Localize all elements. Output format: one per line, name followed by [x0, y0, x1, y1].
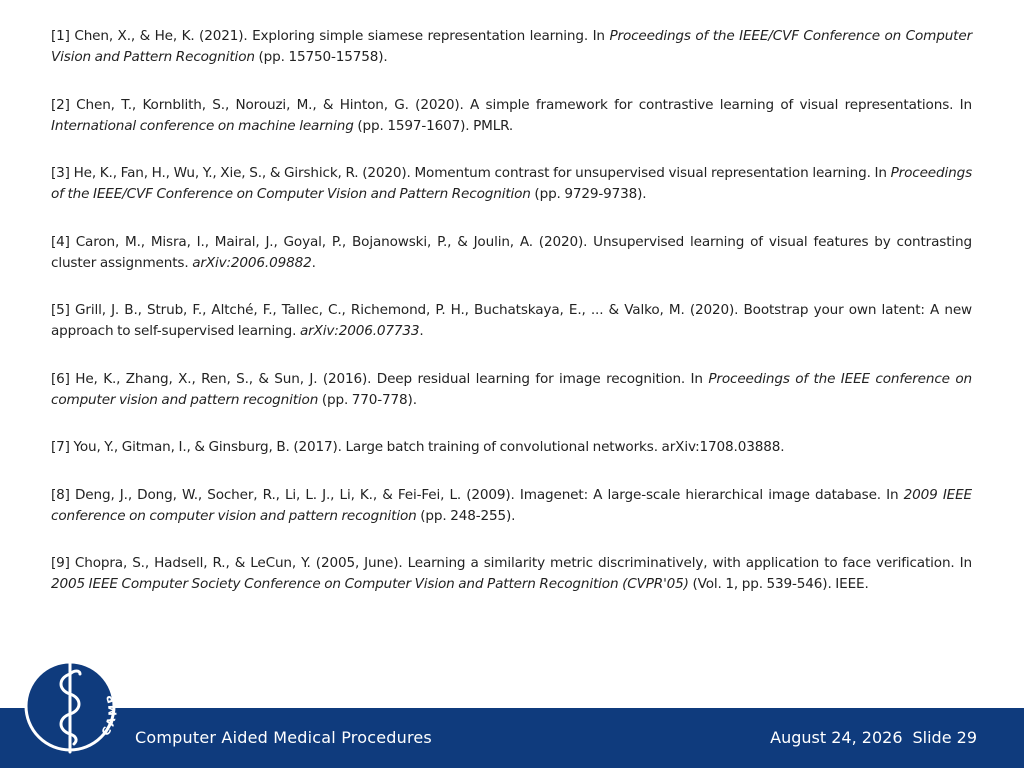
reference-item	[51, 232, 972, 274]
reference-tail: (pp. 15750-15758).	[254, 49, 388, 65]
logo-wordmark: CAMP	[98, 690, 120, 739]
slide-number: Slide 29	[912, 728, 977, 747]
reference-item	[51, 26, 972, 68]
reference-list	[51, 26, 972, 622]
reference-venue: Proceedings of the IEEE/CVF Conference on Computer Vision and Pattern Recognition	[51, 165, 972, 202]
reference-item	[51, 553, 972, 595]
reference-item	[51, 369, 972, 411]
reference-tail: .	[419, 323, 424, 339]
reference-venue: arXiv:2006.09882	[192, 254, 312, 271]
reference-tail: (pp. 248-255).	[416, 507, 516, 524]
reference-tail: (pp. 1597-1607). PMLR.	[353, 117, 514, 134]
reference-item	[51, 300, 972, 342]
reference-tail: (pp. 770-778).	[318, 391, 417, 408]
reference-text: [9] Chopra, S., Hadsell, R., & LeCun, Y. (2005, June). Learning a similarity metric discriminatively, with application to face verification. In	[51, 555, 972, 571]
reference-item	[51, 485, 972, 527]
footer-date: August 24, 2026	[770, 728, 903, 747]
reference-item	[51, 437, 972, 458]
footer-meta	[770, 728, 977, 748]
reference-tail: .	[311, 254, 316, 271]
reference-text: [2] Chen, T., Kornblith, S., Norouzi, M., & Hinton, G. (2020). A simple framework for contrastive learning of visual representations. In	[51, 96, 972, 113]
reference-text: [8] Deng, J., Dong, W., Socher, R., Li, L. J., Li, K., & Fei-Fei, L. (2009). Imagenet: A large-scale hierarchical image database. In	[51, 486, 904, 503]
reference-venue: International conference on machine learning	[51, 117, 354, 134]
reference-text: [1] Chen, X., & He, K. (2021). Exploring simple siamese representation learning. In	[51, 28, 610, 44]
reference-text: [3] He, K., Fan, H., Wu, Y., Xie, S., & Girshick, R. (2020). Momentum contrast for unsupervised visual representation learning. In	[51, 165, 891, 181]
reference-item	[51, 95, 972, 137]
reference-venue: 2005 IEEE Computer Society Conference on Computer Vision and Pattern Recognition (CVPR'05)	[51, 576, 689, 592]
reference-venue: Proceedings of the IEEE/CVF Conference on Computer Vision and Pattern Recognition	[51, 28, 973, 65]
reference-venue: Proceedings of the IEEE conference on computer vision and pattern recognition	[51, 370, 972, 408]
reference-venue: 2009 IEEE conference on computer vision and pattern recognition	[51, 486, 972, 524]
reference-tail: (pp. 9729-9738).	[530, 186, 647, 202]
reference-venue: arXiv:2006.07733	[299, 323, 420, 339]
reference-text: [5] Grill, J. B., Strub, F., Altché, F., Tallec, C., Richemond, P. H., Buchatskaya, E., ... & Valko, M. (2020). Bootstrap your own latent: A new approach to self-supervised learning.	[51, 302, 972, 339]
camp-logo-icon	[18, 650, 130, 762]
footer-institution: Computer Aided Medical Procedures	[135, 728, 432, 747]
reference-tail: (Vol. 1, pp. 539-546). IEEE.	[688, 576, 869, 592]
reference-text: [7] You, Y., Gitman, I., & Ginsburg, B. (2017). Large batch training of convolutional networks. arXiv:1708.03888.	[51, 439, 785, 455]
reference-text: [4] Caron, M., Misra, I., Mairal, J., Goyal, P., Bojanowski, P., & Joulin, A. (2020). Unsupervised learning of visual features by contrasting cluster assignments.	[51, 233, 972, 271]
reference-item	[51, 163, 972, 205]
reference-text: [6] He, K., Zhang, X., Ren, S., & Sun, J. (2016). Deep residual learning for image recognition. In	[51, 370, 709, 387]
